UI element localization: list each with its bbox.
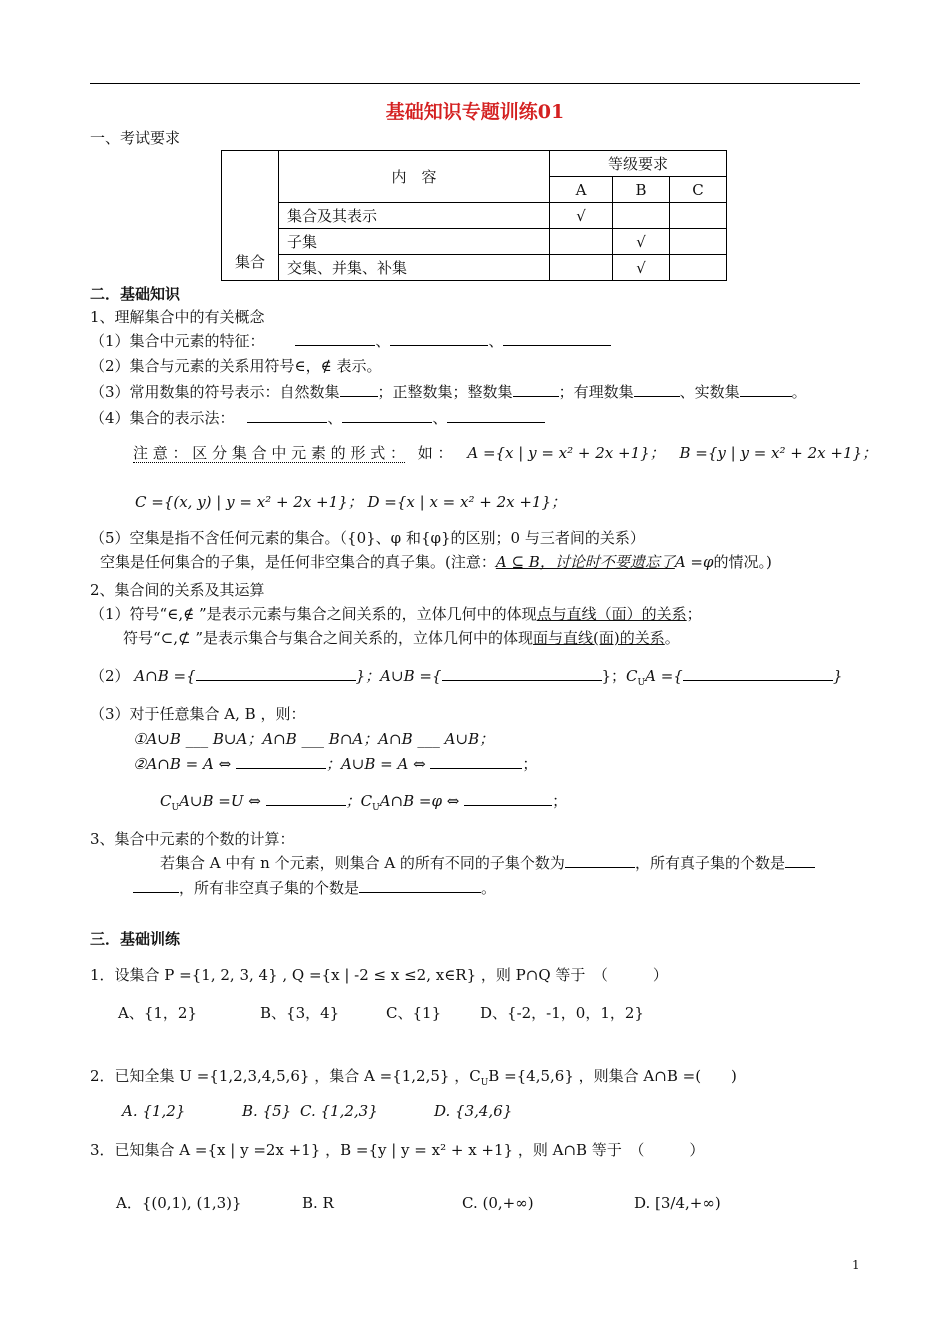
note-label: 注 意 ： 区 分 集 合 中 元 素 的 形 式 ：: [133, 444, 405, 462]
empty-set-note: [100, 552, 772, 572]
formula-c: C ={(x, y) | y = x² + 2x +1}；: [135, 493, 363, 511]
table-cell-item: 子集: [279, 229, 550, 255]
table-col-b: B: [613, 177, 670, 203]
concept-line-3: [90, 382, 807, 402]
fill-blank[interactable]: [634, 382, 680, 397]
count-text: 。: [481, 879, 497, 897]
property-heading: （3）对于任意集合 A, B ，则：: [90, 705, 306, 723]
note-text: 如 ：: [417, 444, 453, 462]
table-cell-a: [550, 255, 613, 281]
concept-text: 。: [791, 383, 807, 401]
fill-blank[interactable]: [236, 754, 326, 769]
fill-blank[interactable]: [247, 408, 327, 423]
note-line: [133, 443, 877, 463]
fill-blank[interactable]: [565, 853, 635, 868]
table-cell-item: 交集、并集、补集: [279, 255, 550, 281]
table-content-header: 内 容: [279, 151, 550, 203]
complement-subscript: U: [480, 1078, 489, 1088]
question-2-option-b[interactable]: B. {5}: [242, 1102, 292, 1120]
property-line-3: [160, 791, 567, 818]
concept-text: ；正整数集；整数集: [377, 383, 513, 401]
relation-text: 符号“⊂,⊄ ”是表示集合与集合之间关系的，立体几何中的体现: [123, 629, 534, 647]
fill-blank[interactable]: [740, 382, 792, 397]
complement-symbol: C: [626, 667, 638, 685]
separator: ；: [522, 755, 538, 773]
formula-d: D ={x | x = x² + 2x +1}；: [367, 493, 567, 511]
table-group-cell: 集合: [222, 151, 279, 281]
table-row: [222, 203, 727, 229]
fill-blank[interactable]: [390, 331, 488, 346]
concept-text: （4）集合的表示法：: [90, 409, 235, 427]
formula-b: B ={y | y = x² + 2x +1}；: [679, 444, 878, 462]
relation-text: ；: [686, 605, 702, 623]
count-text: ，所有非空真子集的个数是: [179, 879, 360, 897]
table-cell-c: [670, 203, 727, 229]
property-line-2: [133, 754, 537, 774]
fill-blank[interactable]: [447, 408, 545, 423]
section-heading-1: 一、考试要求: [90, 129, 181, 147]
relation-text: （1）符号“∈,∉ ”是表示元素与集合之间关系的，立体几何中的体现: [90, 605, 537, 623]
table-cell-b: √: [613, 255, 670, 281]
question-3-option-c[interactable]: C. (0,+∞): [462, 1194, 534, 1212]
count-text: 若集合 A 中有 n 个元素，则集合 A 的所有不同的子集个数为: [160, 854, 565, 872]
intersection-formula: A∩B ={: [134, 667, 196, 685]
question-3-stem: 3．已知集合 A ={x | y =2x +1} ，B ={y | y = x² + x +1} ，则 A∩B 等于 （ ）: [90, 1141, 705, 1159]
table-col-c: C: [670, 177, 727, 203]
operations-line: [90, 666, 842, 693]
operations-label: （2）: [90, 667, 130, 685]
table-cell-a: √: [550, 203, 613, 229]
table-row: [222, 255, 727, 281]
property-formula: ；A∪B = A ⇔: [325, 755, 426, 773]
union-formula: }；A∪B ={: [355, 667, 442, 685]
fill-blank[interactable]: [133, 878, 179, 893]
fill-blank[interactable]: [683, 666, 833, 681]
table-level-header: 等级要求: [550, 151, 727, 177]
question-1-stem: 1．设集合 P ={1, 2, 3, 4} , Q ={x | -2 ≤ x ≤2, x∈R} ，则 P∩Q 等于 （ ）: [90, 966, 668, 984]
property-formula: A∪B =U ⇔: [179, 792, 261, 810]
relation-line-1: [90, 604, 702, 624]
count-line-1: [160, 853, 815, 873]
requirements-table: [221, 150, 727, 281]
count-heading: 3、集合中元素的个数的计算：: [90, 830, 295, 848]
top-rule: [90, 83, 860, 84]
section-heading-3: 三．基础训练: [90, 930, 181, 948]
page-number: 1: [852, 1258, 860, 1272]
concept-line-2: （2）集合与元素的关系用符号∈，∉ 表示。: [90, 357, 382, 375]
fill-blank[interactable]: [340, 382, 378, 397]
complement-subscript: U: [637, 678, 646, 688]
property-formula: A∩B =φ ⇔: [379, 792, 460, 810]
fill-blank[interactable]: [359, 878, 481, 893]
question-2-option-a[interactable]: A. {1,2}: [122, 1102, 186, 1120]
complement-subscript: U: [171, 803, 180, 813]
fill-blank[interactable]: [266, 791, 346, 806]
fill-blank[interactable]: [342, 408, 432, 423]
table-cell-item: 集合及其表示: [279, 203, 550, 229]
note-underlined: A ⊆ B，讨论时不要遗忘了: [495, 553, 675, 571]
question-1-option-c[interactable]: C、{1}: [386, 1004, 442, 1022]
concept-text: （1）集合中元素的特征：: [90, 332, 265, 350]
complement-symbol: ；C: [345, 792, 373, 810]
table-cell-c: [670, 229, 727, 255]
table-cell-b: [613, 203, 670, 229]
question-3-option-b[interactable]: B. R: [302, 1194, 334, 1212]
concept-text: （3）常用数集的符号表示：自然数集: [90, 383, 340, 401]
section-heading-2: 二．基础知识: [90, 285, 181, 303]
concept-text: 、实数集: [679, 383, 740, 401]
note-line-2: [135, 492, 566, 512]
table-cell-a: [550, 229, 613, 255]
relation-line-2: [123, 628, 680, 648]
relation-heading: 2、集合间的关系及其运算: [90, 581, 265, 599]
concept-text: ；有理数集: [558, 383, 634, 401]
question-2-stem: [90, 1066, 737, 1093]
question-1-option-d[interactable]: D、{-2，-1，0，1，2}: [480, 1004, 644, 1022]
concept-heading: 1、理解集合中的有关概念: [90, 308, 265, 326]
property-formula: ②A∩B = A ⇔: [133, 755, 232, 773]
note-text: 空集是任何集合的子集，是任何非空集合的真子集。(注意：: [100, 553, 496, 571]
fill-blank[interactable]: [295, 331, 375, 346]
fill-blank[interactable]: [442, 666, 602, 681]
count-line-2: [133, 878, 496, 898]
property-line-1: ①A∪B ___ B∪A；A∩B ___ B∩A；A∩B ___ A∪B；: [133, 730, 495, 748]
table-row: [222, 229, 727, 255]
question-1-option-b[interactable]: B、{3，4}: [260, 1004, 340, 1022]
table-cell-c: [670, 255, 727, 281]
formula-a: A ={x | y = x² + 2x +1}；: [467, 444, 665, 462]
fill-blank[interactable]: [464, 791, 552, 806]
complement-symbol: C: [160, 792, 172, 810]
note-text: 的情况。): [713, 553, 772, 571]
question-text: B ={4,5,6} ，则集合 A∩B =( ): [488, 1067, 737, 1085]
complement-subscript: U: [372, 803, 380, 813]
empty-set-line: （5）空集是指不含任何元素的集合。（{0}、φ 和{φ}的区别；0 与三者间的关系）: [90, 529, 645, 547]
question-1-option-a[interactable]: A、{1，2}: [118, 1004, 198, 1022]
concept-line-1: （1）集合中元素的特征： 、 、: [90, 331, 611, 351]
concept-line-4: （4）集合的表示法： 、 、: [90, 408, 545, 428]
question-2-option-c[interactable]: C. {1,2,3}: [300, 1102, 378, 1120]
table-cell-b: √: [613, 229, 670, 255]
count-text: ，所有真子集的个数是: [634, 854, 785, 872]
question-3-option-d[interactable]: D. [3/4,+∞): [634, 1194, 721, 1212]
fill-blank[interactable]: [503, 331, 611, 346]
relation-text: 。: [664, 629, 680, 647]
relation-answer: 面与直线(面)的关系: [533, 629, 665, 647]
question-3-option-a[interactable]: A．{(0,1), (1,3)}: [116, 1194, 242, 1212]
question-text: 2．已知全集 U ={1,2,3,4,5,6} ，集合 A ={1,2,5} ，C: [90, 1067, 481, 1085]
separator: ；: [552, 792, 568, 810]
fill-blank[interactable]: [513, 382, 559, 397]
note-formula: A =φ: [674, 553, 714, 571]
fill-blank[interactable]: [785, 853, 815, 868]
complement-formula: A ={: [645, 667, 683, 685]
page-title: 基础知识专题训练01: [385, 101, 565, 123]
relation-answer: 点与直线（面）的关系: [536, 605, 687, 623]
question-2-option-d[interactable]: D. {3,4,6}: [434, 1102, 513, 1120]
separator: }；: [601, 667, 627, 685]
table-col-a: A: [550, 177, 613, 203]
fill-blank[interactable]: [430, 754, 522, 769]
brace: }: [832, 667, 843, 685]
fill-blank[interactable]: [196, 666, 356, 681]
